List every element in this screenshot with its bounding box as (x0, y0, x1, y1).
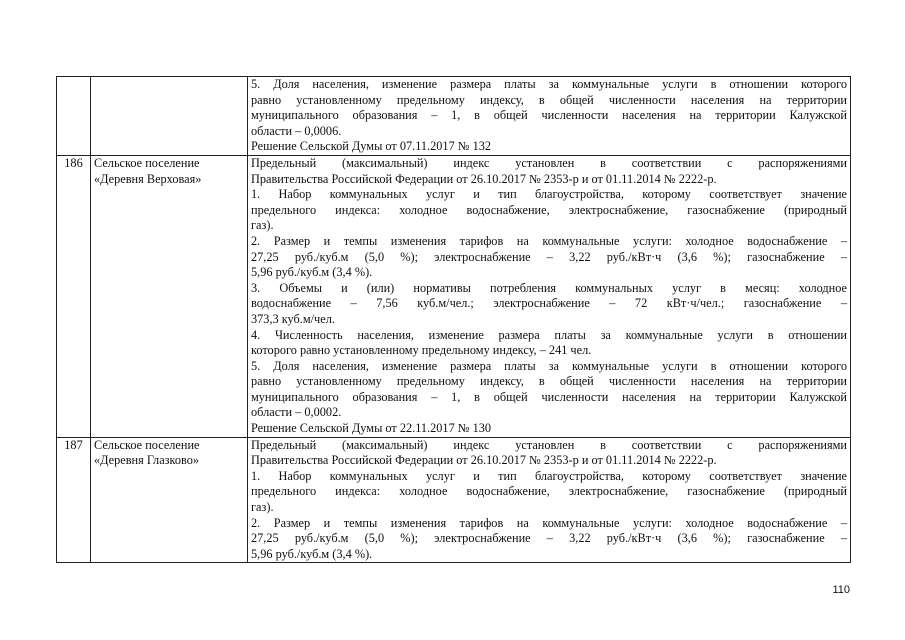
row-number-cell (57, 77, 91, 156)
description-line: 3. Объемы и (или) нормативы потребления коммунальных услуг в месяц: холодное (251, 280, 847, 295)
description-line: 1. Набор коммунальных услуг и тип благоустройства, которому соответствует значение (251, 468, 847, 483)
settlement-name-cell (91, 437, 248, 563)
description-line: Правительства Российской Федерации от 26.10.2017 № 2353-р и от 01.11.2014 № 2222-р. (251, 453, 717, 468)
index-description-cell (248, 155, 851, 437)
table-row (57, 155, 851, 437)
description-line: равно установленному предельному индексу, в общей численности населения на территории (251, 92, 847, 107)
description-line: 5. Доля населения, изменение размера платы за коммунальные услуги в отношении которого (251, 358, 847, 373)
description-line: муниципального образования – 1, в общей численности населения на территории Калужской (251, 389, 847, 404)
index-description-cell (248, 77, 851, 156)
table-row (57, 437, 851, 563)
description-line: 27,25 руб./куб.м (5,0 %); электроснабжение – 3,22 руб./кВт·ч (3,6 %); газоснабжение – (251, 531, 847, 546)
settlement-name-line: «Деревня Глазково» (94, 453, 200, 468)
description-line: Предельный (максимальный) индекс установлен в соответствии с распоряжениями (251, 437, 847, 452)
description-line: 27,25 руб./куб.м (5,0 %); электроснабжение – 3,22 руб./кВт·ч (3,6 %); газоснабжение – (251, 249, 847, 264)
settlement-name-cell (91, 77, 248, 156)
description-line: 2. Размер и темпы изменения тарифов на коммунальные услуги: холодное водоснабжение – (251, 233, 847, 248)
description-line: муниципального образования – 1, в общей численности населения на территории Калужской (251, 108, 847, 123)
description-line: которого равно установленному предельному индексу, – 241 чел. (251, 343, 592, 358)
description-line: 5,96 руб./куб.м (3,4 %). (251, 265, 373, 280)
description-line: Предельный (максимальный) индекс установлен в соответствии с распоряжениями (251, 155, 847, 170)
description-line: предельного индекса: холодное водоснабжение, электроснабжение, газоснабжение (природный (251, 202, 847, 217)
settlement-name-cell (91, 155, 248, 437)
settlement-name-line: Сельское поселение (94, 437, 200, 452)
description-line: предельного индекса: холодное водоснабжение, электроснабжение, газоснабжение (природный (251, 484, 847, 499)
description-line: 2. Размер и темпы изменения тарифов на коммунальные услуги: холодное водоснабжение – (251, 515, 847, 530)
description-line: 5. Доля населения, изменение размера платы за коммунальные услуги в отношении которого (251, 77, 847, 91)
index-description-cell (248, 437, 851, 563)
settlement-name-line: Сельское поселение (94, 155, 200, 170)
description-line: 5,96 руб./куб.м (3,4 %). (251, 546, 373, 561)
description-line: 373,3 куб.м/чел. (251, 311, 335, 326)
page-number: 110 (832, 584, 850, 596)
description-line: равно установленному предельному индексу, в общей численности населения на территории (251, 374, 847, 389)
description-line: области – 0,0006. (251, 123, 342, 138)
row-number-cell: 186 (57, 155, 91, 437)
description-line: Правительства Российской Федерации от 26.10.2017 № 2353-р и от 01.11.2014 № 2222-р. (251, 171, 717, 186)
description-line: водоснабжение – 7,56 куб.м/чел.; электроснабжение – 72 кВт·ч/чел.; газоснабжение – (251, 296, 847, 311)
row-number-cell: 187 (57, 437, 91, 563)
description-line: Решение Сельской Думы от 22.11.2017 № 130 (251, 421, 492, 436)
table-row (57, 77, 851, 156)
settlement-name-line: «Деревня Верховая» (94, 171, 202, 186)
description-line: области – 0,0002. (251, 405, 342, 420)
description-line: 1. Набор коммунальных услуг и тип благоустройства, которому соответствует значение (251, 187, 847, 202)
description-line: газ). (251, 500, 274, 515)
description-line: 4. Численность населения, изменение размера платы за коммунальные услуги в отношении (251, 327, 847, 342)
tariff-table (56, 76, 851, 563)
description-line: газ). (251, 218, 274, 233)
description-line: Решение Сельской Думы от 07.11.2017 № 132 (251, 139, 492, 154)
